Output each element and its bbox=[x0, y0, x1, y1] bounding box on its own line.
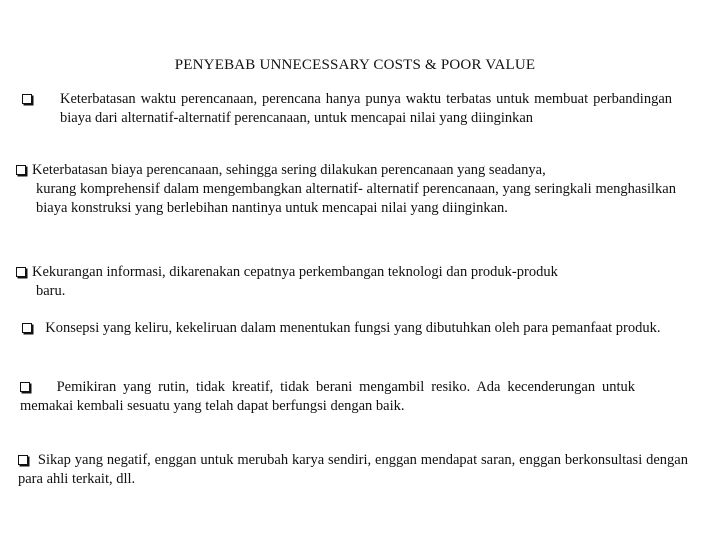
list-item bbox=[16, 161, 676, 218]
square-bullet-icon bbox=[18, 455, 28, 465]
square-bullet-icon bbox=[22, 323, 32, 333]
list-item bbox=[16, 263, 681, 301]
list-item bbox=[18, 451, 688, 489]
list-item-text: Keterbatasan waktu perencanaan, perencana hanya punya waktu terbatas untuk membuat perbandingan biaya dari alternatif-alternatif perencanaan, untuk mencapai nilai yang diinginkan bbox=[60, 91, 672, 126]
list-item bbox=[22, 319, 712, 338]
list-item-text: Konsepsi yang keliru, kekeliruan dalam menentukan fungsi yang dibutuhkan oleh para pemanfaat produk. bbox=[45, 320, 661, 336]
square-bullet-icon bbox=[16, 267, 26, 277]
square-bullet-icon bbox=[20, 382, 30, 392]
slide-title: PENYEBAB UNNECESSARY COSTS & POOR VALUE bbox=[174, 57, 536, 73]
list-item bbox=[20, 378, 635, 416]
list-item-text: Sikap yang negatif, enggan untuk merubah karya sendiri, enggan mendapat saran, enggan berkonsultasi dengan para ahli terkait, dll. bbox=[18, 452, 688, 487]
list-item-text: Kekurangan informasi, dikarenakan cepatnya perkembangan teknologi dan produk-produk bbox=[32, 264, 558, 280]
list-item bbox=[22, 90, 672, 128]
square-bullet-icon bbox=[16, 165, 26, 175]
list-item-text: Pemikiran yang rutin, tidak kreatif, tidak berani mengambil resiko. Ada kecenderungan untuk memakai kembali sesuatu yang telah dapat berfungsi dengan baik. bbox=[20, 379, 635, 414]
square-bullet-icon bbox=[22, 94, 32, 104]
list-item-text-continued: kurang komprehensif dalam mengembangkan alternatif- alternatif perencanaan, yang seringkali menghasilkan biaya konstruksi yang berlebihan nantinya untuk mencapai nilai yang diinginkan. bbox=[36, 181, 676, 216]
list-item-text: Keterbatasan biaya perencanaan, sehingga sering dilakukan perencanaan yang seadanya, bbox=[32, 162, 546, 178]
list-item-text-continued: baru. bbox=[36, 283, 66, 299]
